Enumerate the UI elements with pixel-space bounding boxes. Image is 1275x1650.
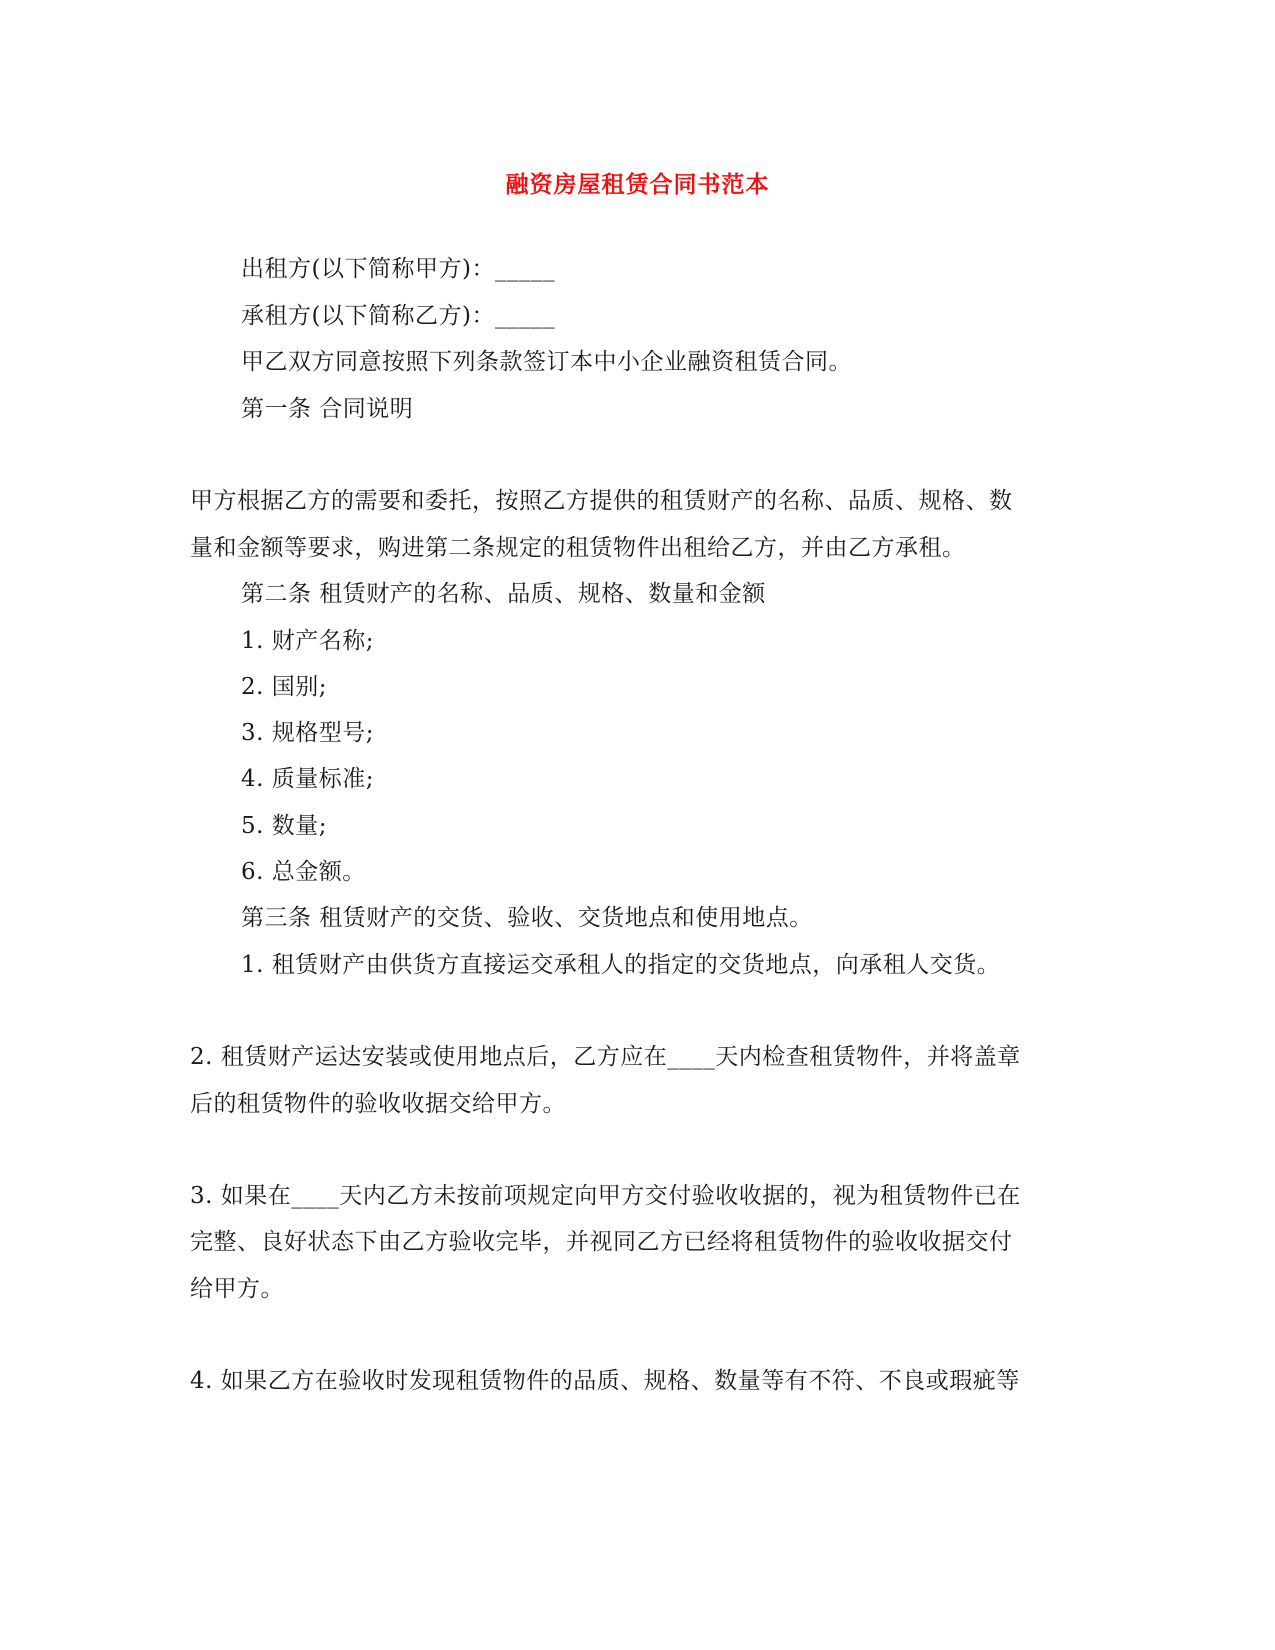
list-item: 3. 规格型号; <box>241 720 375 746</box>
document-title: 融资房屋租赁合同书范本 <box>505 172 770 198</box>
list-item: 5. 数量; <box>241 813 328 839</box>
article-3-item-4-line-1: 4. 如果乙方在验收时发现租赁物件的品质、规格、数量等有不符、不良或瑕疵等 <box>190 1368 1020 1394</box>
article-3-item-2-line-2: 后的租赁物件的验收收据交给甲方。 <box>190 1091 566 1117</box>
article-3-item-2-line-1: 2. 租赁财产运达安装或使用地点后，乙方应在____天内检查租赁物件，并将盖章 <box>190 1044 1021 1070</box>
article-1-body-line-2: 量和金额等要求，购进第二条规定的租赁物件出租给乙方，并由乙方承租。 <box>190 535 966 561</box>
article-1-heading: 第一条 合同说明 <box>241 396 414 422</box>
article-2-heading: 第二条 租赁财产的名称、品质、规格、数量和金额 <box>241 581 766 607</box>
article-3-item-3-line-2: 完整、良好状态下由乙方验收完毕，并视同乙方已经将租赁物件的验收收据交付 <box>190 1229 1013 1255</box>
list-item: 6. 总金额。 <box>241 859 366 885</box>
list-item: 1. 财产名称; <box>241 628 375 654</box>
article-3-item-3-line-1: 3. 如果在____天内乙方未按前项规定向甲方交付验收收据的，视为租赁物件已在 <box>190 1183 1021 1209</box>
article-3-heading: 第三条 租赁财产的交货、验收、交货地点和使用地点。 <box>241 905 813 931</box>
lessor-line: 出租方(以下简称甲方)：_____ <box>241 256 555 282</box>
agreement-line: 甲乙双方同意按照下列条款签订本中小企业融资租赁合同。 <box>241 349 852 375</box>
lessee-line: 承租方(以下简称乙方)：_____ <box>241 303 555 329</box>
article-1-body-line-1: 甲方根据乙方的需要和委托，按照乙方提供的租赁财产的名称、品质、规格、数 <box>190 488 1013 514</box>
article-3-item-3-line-3: 给甲方。 <box>190 1276 284 1302</box>
list-item: 4. 质量标准; <box>241 766 375 792</box>
article-3-item-1: 1. 租赁财产由供货方直接运交承租人的指定的交货地点，向承租人交货。 <box>241 952 1001 978</box>
list-item: 2. 国别; <box>241 674 328 700</box>
